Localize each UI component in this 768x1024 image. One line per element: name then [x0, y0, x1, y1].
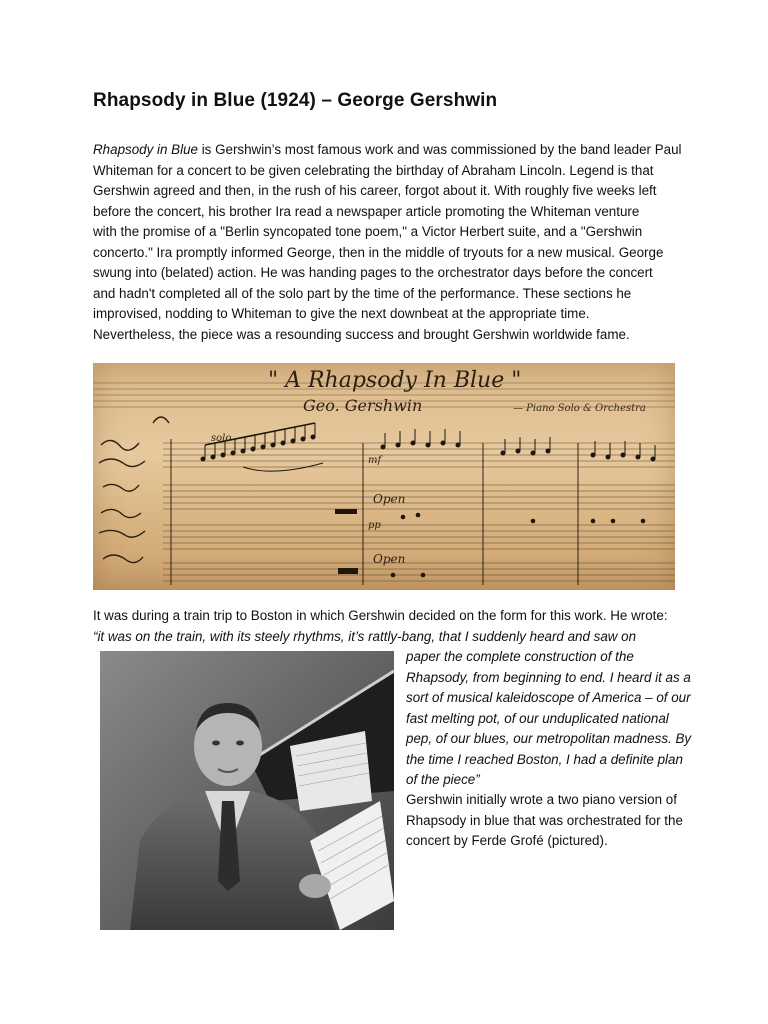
quote-first-line: “it was on the train, with its steely rhythms, it’s rattly-bang, that I suddenly heard and saw on	[93, 629, 637, 644]
intro-line: concerto." Ira promptly informed George, then in the middle of tryouts for a new musical. George	[93, 244, 664, 260]
svg-text:mf: mf	[368, 455, 382, 466]
manuscript-score-image	[93, 363, 675, 590]
intro-line: Nevertheless, the piece was a resounding success and brought Gershwin worldwide fame.	[93, 326, 630, 342]
page-title: Rhapsody in Blue (1924) – George Gershwin	[93, 90, 498, 111]
work-title-italic: Rhapsody in Blue	[93, 142, 198, 157]
svg-text:Open: Open	[373, 552, 406, 566]
intro-line: swung into (belated) action. He was handing pages to the orchestrator days before the concert	[93, 265, 653, 280]
quote-line: paper the complete construction of the	[406, 649, 634, 664]
train-trip-paragraph: It was during a train trip to Boston in which Gershwin decided on the form for this work. He wrote:	[93, 608, 668, 623]
grofe-line: Gershwin initially wrote a two piano version of	[406, 792, 677, 807]
intro-paragraph	[93, 140, 721, 345]
intro-line: with the promise of a "Berlin syncopated tone poem," a Victor Herbert suite, and a "Gershwin	[93, 224, 643, 239]
intro-line-1-text: is Gershwin’s most famous work and was commissioned by the band leader Paul	[197, 142, 682, 157]
intro-line: Whiteman for a concert to be given celebrating the birthday of Abraham Lincoln. Legend is that	[93, 162, 654, 178]
intro-line: Gershwin agreed and then, in the rush of his career, forgot about it. With roughly five weeks left	[93, 183, 657, 198]
quote-line: fast melting pot, of our unduplicated national	[406, 710, 669, 726]
grofe-line: Rhapsody in blue that was orchestrated for the	[406, 812, 683, 828]
quote-line: of the piece”	[406, 772, 480, 787]
intro-line: and hadn't completed all of the solo part by the time of the performance. These sections he	[93, 285, 632, 301]
quote-line: Rhapsody, from beginning to end. I heard it as a	[406, 669, 691, 685]
quote-continuation	[406, 647, 726, 791]
grofe-paragraph	[406, 790, 726, 852]
manuscript-author: Geo. Gershwin	[303, 396, 423, 415]
svg-text:Open: Open	[373, 492, 406, 506]
manuscript-title: " A Rhapsody In Blue "	[268, 368, 522, 393]
intro-line: before the concert, his brother Ira read a newspaper article promoting the Whiteman venture	[93, 203, 640, 219]
ferde-grofe-photo	[100, 651, 394, 930]
svg-text:pp: pp	[368, 520, 381, 531]
quote-line: sort of musical kaleidoscope of America – of our	[406, 690, 691, 705]
svg-text:solo: solo	[211, 433, 232, 444]
intro-line: improvised, nodding to Whiteman to give the next downbeat at the appropriate time.	[93, 306, 590, 321]
manuscript-subtitle: — Piano Solo & Orchestra	[513, 403, 646, 414]
quote-line: pep, of our blues, our metropolitan madness. By	[406, 731, 692, 746]
grofe-line: concert by Ferde Grofé (pictured).	[406, 833, 608, 848]
quote-line: the time I reached Boston, I had a definite plan	[406, 751, 683, 767]
intro-line-1	[93, 140, 721, 161]
